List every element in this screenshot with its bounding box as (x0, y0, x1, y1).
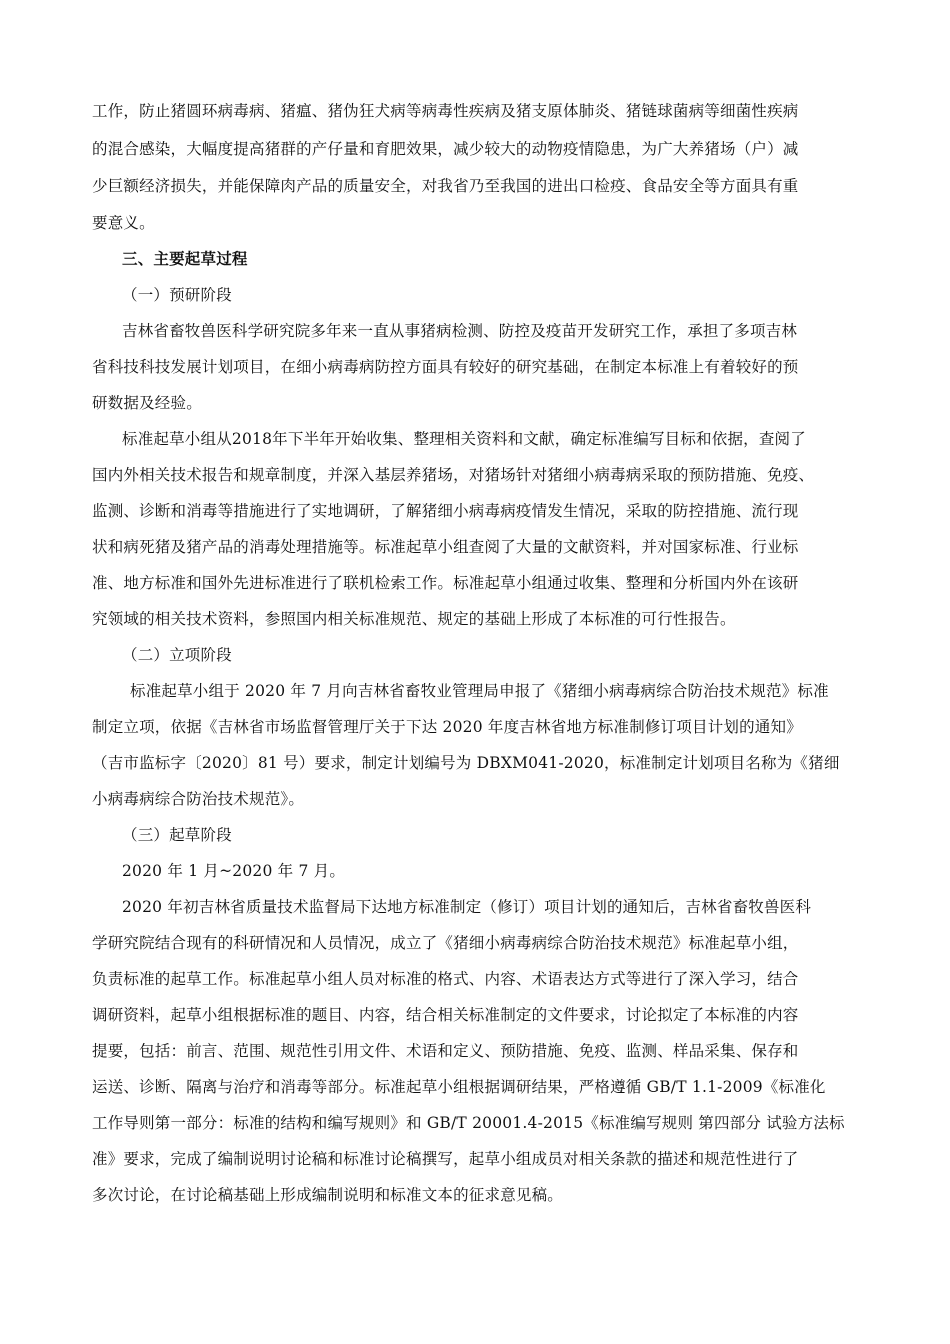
paragraph-line: 多次讨论，在讨论稿基础上形成编制说明和标准文本的征求意见稿。 (92, 1186, 564, 1204)
paragraph-line: 究领域的相关技术资料，参照国内相关标准规范、规定的基础上形成了本标准的可行性报告。 (92, 610, 736, 628)
paragraph-line: 标准起草小组于 2020 年 7 月向吉林省畜牧业管理局申报了《猪细小病毒病综合防治技术规范》标准 (130, 682, 829, 700)
paragraph-line: 准、地方标准和国外先进标准进行了联机检索工作。标准起草小组通过收集、整理和分析国内外在该研 (92, 574, 799, 592)
paragraph-line: 状和病死猪及猪产品的消毒处理措施等。标准起草小组查阅了大量的文献资料，并对国家标准、行业标 (92, 538, 799, 556)
subsection-heading: （一）预研阶段 (122, 286, 232, 304)
paragraph-line: 学研究院结合现有的科研情况和人员情况，成立了《猪细小病毒病综合防治技术规范》标准起草小组， (92, 934, 799, 952)
paragraph-line: 负责标准的起草工作。标准起草小组人员对标准的格式、内容、术语表达方式等进行了深入学习，结合 (92, 970, 799, 988)
paragraph-line: 的混合感染，大幅度提高猪群的产仔量和育肥效果，减少较大的动物疫情隐患，为广大养猪场（户）减 (92, 140, 799, 158)
paragraph-line: 标准起草小组从2018年下半年开始收集、整理相关资料和文献，确定标准编写目标和依据，查阅了 (122, 430, 806, 448)
paragraph-line: 2020 年初吉林省质量技术监督局下达地方标准制定（修订）项目计划的通知后，吉林省畜牧兽医科 (122, 898, 812, 916)
section-heading: 三、主要起草过程 (122, 250, 248, 268)
paragraph-line: 调研资料，起草小组根据标准的题目、内容，结合相关标准制定的文件要求，讨论拟定了本标准的内容 (92, 1006, 799, 1024)
paragraph-line: 国内外相关技术报告和规章制度，并深入基层养猪场，对猪场针对猪细小病毒病采取的预防措施、免疫、 (92, 466, 815, 484)
paragraph-line: 研数据及经验。 (92, 394, 202, 412)
paragraph-line: 工作，防止猪圆环病毒病、猪瘟、猪伪狂犬病等病毒性疾病及猪支原体肺炎、猪链球菌病等细菌性疾病 (92, 102, 799, 120)
subsection-heading: （三）起草阶段 (122, 826, 232, 844)
paragraph-line: （吉市监标字〔2020〕81 号）要求，制定计划编号为 DBXM041-2020，标准制定计划项目名称为《猪细 (92, 754, 840, 772)
paragraph-line: 小病毒病综合防治技术规范》。 (92, 790, 305, 808)
paragraph-line: 吉林省畜牧兽医科学研究院多年来一直从事猪病检测、防控及疫苗开发研究工作，承担了多项吉林 (122, 322, 798, 340)
paragraph-line: 省科技科技发展计划项目，在细小病毒病防控方面具有较好的研究基础，在制定本标准上有着较好的预 (92, 358, 799, 376)
paragraph-line: 准》要求，完成了编制说明讨论稿和标准讨论稿撰写，起草小组成员对相关条款的描述和规范性进行了 (92, 1150, 799, 1168)
paragraph-line: 少巨额经济损失，并能保障肉产品的质量安全，对我省乃至我国的进出口检疫、食品安全等方面具有重 (92, 177, 799, 195)
paragraph-line: 运送、诊断、隔离与治疗和消毒等部分。标准起草小组根据调研结果，严格遵循 GB/T 1.1-2009《标准化 (92, 1078, 826, 1096)
paragraph-line: 要意义。 (92, 214, 155, 232)
paragraph-line: 监测、诊断和消毒等措施进行了实地调研，了解猪细小病毒病疫情发生情况，采取的防控措施、流行现 (92, 502, 799, 520)
paragraph-line: 提要，包括：前言、范围、规范性引用文件、术语和定义、预防措施、免疫、监测、样品采集、保存和 (92, 1042, 799, 1060)
paragraph-line: 制定立项，依据《吉林省市场监督管理厅关于下达 2020 年度吉林省地方标准制修订项目计划的通知》 (92, 718, 802, 736)
paragraph-line: 2020 年 1 月~2020 年 7 月。 (122, 862, 346, 880)
subsection-heading: （二）立项阶段 (122, 646, 232, 664)
paragraph-line: 工作导则第一部分：标准的结构和编写规则》和 GB/T 20001.4-2015《标准编写规则 第四部分 试验方法标 (92, 1114, 845, 1132)
